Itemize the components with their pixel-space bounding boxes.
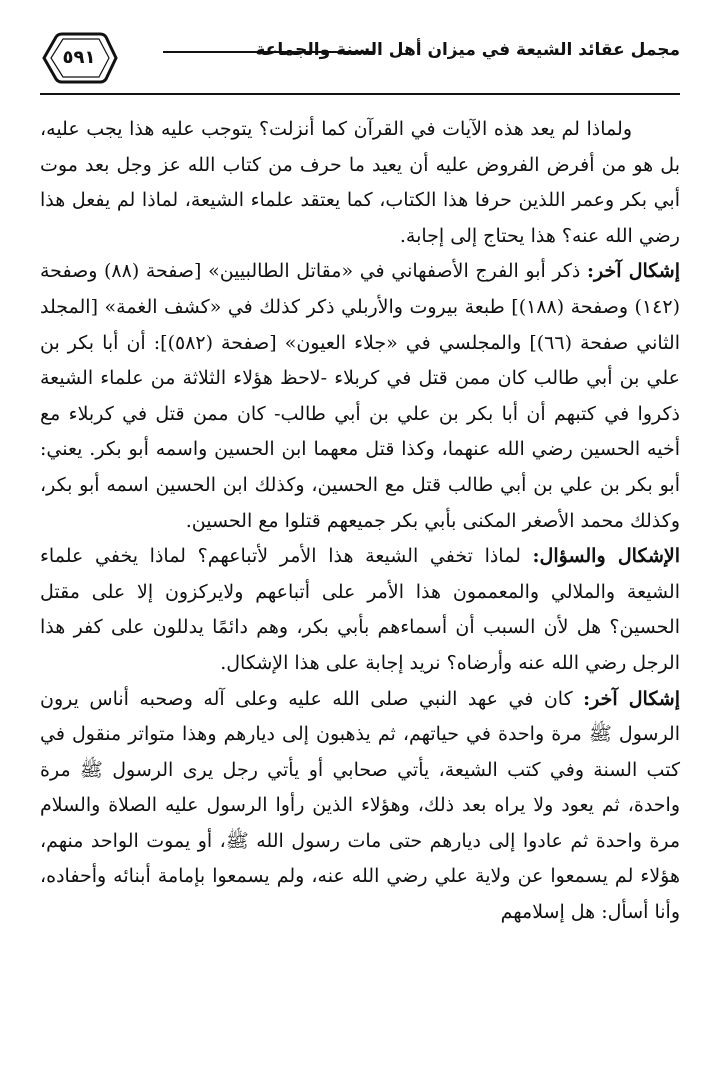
page-number-badge <box>40 30 118 86</box>
running-header-title: مجمل عقائد الشيعة في ميزان أهل السنة والجماعة <box>255 40 680 60</box>
paragraph-2-heading: إشكال آخر: <box>587 260 681 283</box>
page-number: ٥٩١ <box>62 47 96 68</box>
paragraph-3 <box>40 539 680 681</box>
page-body <box>40 112 680 931</box>
paragraph-2 <box>40 254 680 539</box>
running-header <box>40 30 680 96</box>
paragraph-4-text: كان في عهد النبي صلى الله عليه وعلى آله وصحبه أناس يرون الرسول ﷺ مرة واحدة في حياتهم، ثم يذهبون إلى ديارهم وهذا متواتر منقول في كتب السنة وفي كتب الشيعة، يأتي صحابي أو يأتي رجل يرى الرسول ﷺ مرة واحدة، ثم يعود ولا يراه بعد ذلك، وهؤلاء الذين رأوا الرسول عليه الصلاة والسلام مرة واحدة ثم عادوا إلى ديارهم حتى مات رسول الله ﷺ، أو يموت الواحد منهم، هؤلاء لم يسمعوا عن ولاية علي رضي الله عنه، ولم يسمعوا بإمامة أبنائه وأحفاده، وأنا أسأل: هل إسلامهم <box>40 687 680 924</box>
paragraph-3-text: لماذا تخفي الشيعة هذا الأمر لأتباعهم؟ لماذا يخفي علماء الشيعة والملالي والمعممون هذا الأمر على أتباعهم ولايركزون إلا على مقتل الحسين؟ هل لأن السبب أن أسماءهم بأبي بكر، وهم دائمًا يدللون على كفر هذا الرجل رضي الله عنه وأرضاه؟ نريد إجابة على هذا الإشكال. <box>40 545 680 674</box>
paragraph-4 <box>40 682 680 931</box>
paragraph-3-heading: الإشكال والسؤال: <box>532 545 680 568</box>
paragraph-1: ولماذا لم يعد هذه الآيات في القرآن كما أنزلت؟ يتوجب عليه هذا يجب عليه، بل هو من أفرض الفروض عليه أن يعيد ما حرف من كتاب الله عز وجل بعد موت أبي بكر وعمر اللذين حرفا هذا الكتاب، كما يعتقد علماء الشيعة، لماذا لم يفعل هذا رضي الله عنه؟ هذا يحتاج إلى إجابة. <box>40 118 680 247</box>
header-dash-line <box>163 51 375 53</box>
header-divider <box>40 93 680 95</box>
paragraph-4-heading: إشكال آخر: <box>583 687 681 710</box>
paragraph-2-text: ذكر أبو الفرج الأصفهاني في «مقاتل الطالبيين» [صفحة (٨٨) وصفحة (١٤٢) وصفحة (١٨٨)] طبعة بيروت والأربلي ذكر كذلك في «كشف الغمة» [المجلد الثاني صفحة (٦٦)] والمجلسي في «جلاء العيون» [صفحة (٥٨٢)]: أن أبا بكر بن علي بن أبي طالب كان ممن قتل في كربلاء -لاحظ هؤلاء الثلاثة من علماء الشيعة ذكروا في كتبهم أن أبا بكر بن علي بن أبي طالب- كان ممن قتل في كربلاء مع أخيه الحسين رضي الله عنهما، وكذا قتل معهما ابن الحسين واسمه أبو بكر. يعني: أبو بكر بن علي بن أبي طالب قتل مع الحسين، وكذلك ابن الحسين اسمه أبو بكر، وكذلك محمد الأصغر المكنى بأبي بكر جميعهم قتلوا مع الحسين. <box>40 260 681 532</box>
